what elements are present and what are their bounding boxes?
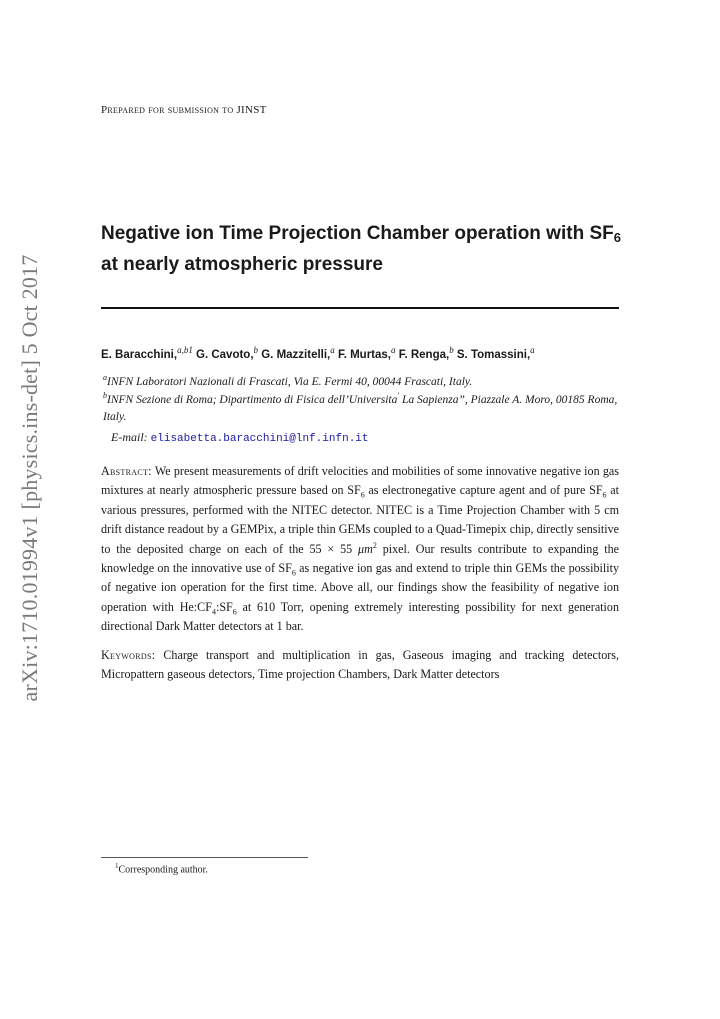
arxiv-identifier: arXiv:1710.01994v1 [physics.ins-det] 5 Oct 2017	[17, 254, 42, 702]
author: S. Tomassini,	[456, 348, 531, 361]
author-list	[101, 345, 641, 361]
author-affiliation-mark: b	[253, 345, 259, 355]
abstract-subscript: 6	[291, 568, 296, 578]
email-link[interactable]: elisabetta.baracchini@lnf.infn.it	[150, 433, 369, 445]
title-rule	[101, 307, 619, 309]
author-affiliation-mark: a	[530, 345, 535, 355]
email-label: E-mail:	[111, 430, 148, 444]
author-affiliation-mark: a,b1	[177, 345, 193, 355]
author: G. Mazzitelli,	[261, 348, 331, 361]
affiliation-b	[103, 387, 623, 426]
author-affiliation-mark: b	[449, 345, 454, 355]
abstract-text: We present measurements of drift velocities and mobilities of some innovative negative ion gas mixtures at nearly atmospheric pressure based on SF	[101, 464, 619, 498]
footnote-rule	[101, 857, 308, 858]
author: F. Murtas,	[337, 348, 391, 361]
abstract-subscript: 6	[232, 607, 237, 617]
affiliation-text: INFN Sezione di Roma; Dipartimento di Fisica dell’Universita	[107, 393, 398, 406]
abstract-text: as negative ion gas and extend to triple thin GEMs the possibility of negative ion operation for the first time. Above all, our findings show the feasibility of negative ion operation with He:CF	[101, 561, 619, 614]
affiliation-mark: b	[103, 391, 107, 400]
affiliation-text: INFN Laboratori Nazionali di Frascati, Via E. Fermi 40, 00044 Frascati, Italy.	[107, 375, 473, 388]
abstract-superscript: 2	[372, 540, 377, 550]
abstract	[101, 462, 619, 637]
abstract-label: Abstract:	[101, 464, 152, 478]
author: F. Renga,	[398, 348, 450, 361]
keywords	[101, 646, 619, 685]
title-line-1: Negative ion Time Projection Chamber operation with SF	[101, 223, 614, 244]
abstract-text: :SF	[215, 599, 233, 614]
title-subscript: 6	[613, 230, 621, 245]
submission-note: Prepared for submission to JINST	[101, 104, 267, 116]
abstract-subscript: 4	[211, 607, 216, 617]
affiliation-quote-mark: '	[397, 391, 400, 400]
abstract-unit: μm	[358, 541, 373, 556]
keywords-label: Keywords:	[101, 648, 156, 662]
footnote-mark: 1	[115, 862, 119, 870]
footnote-text: Corresponding author.	[118, 864, 208, 876]
author: E. Baracchini,	[101, 348, 178, 361]
author-affiliation-mark: a	[391, 345, 396, 355]
author: G. Cavoto,	[196, 348, 254, 361]
abstract-subscript: 6	[602, 490, 607, 500]
abstract-text: at various pressures, performed with the NITEC detector. NITEC is a Time Projection Chamber with 5 cm drift distance readout by a GEMPix, a triple thin GEMs coupled to a Quad-Timepix chip, directly sensitive to the deposited charge on each of the 55 × 55	[101, 483, 619, 556]
abstract-text: pixel. Our results contribute to expanding the knowledge on the innovative use of SF	[101, 541, 619, 576]
author-affiliation-mark: a	[330, 345, 335, 355]
title-line-2: at nearly atmospheric pressure	[101, 254, 383, 275]
paper-title	[101, 218, 641, 280]
affiliation-text-cont: La Sapienza”, Piazzale A. Moro, 00185 Roma, Italy.	[103, 393, 618, 423]
abstract-subscript: 6	[360, 490, 365, 500]
abstract-text: at 610 Torr, opening extremely interesting possibility for next generation directional Dark Matter detectors at 1 bar.	[101, 599, 619, 634]
abstract-text: as electronegative capture agent and of pure SF	[364, 483, 603, 498]
footnote	[115, 862, 208, 875]
keywords-text: Charge transport and multiplication in gas, Gaseous imaging and tracking detectors, Micropattern gaseous detectors, Time projection Chambers, Dark Matter detectors	[101, 648, 619, 682]
contact-email	[111, 430, 369, 445]
affiliation-mark: a	[103, 373, 107, 382]
